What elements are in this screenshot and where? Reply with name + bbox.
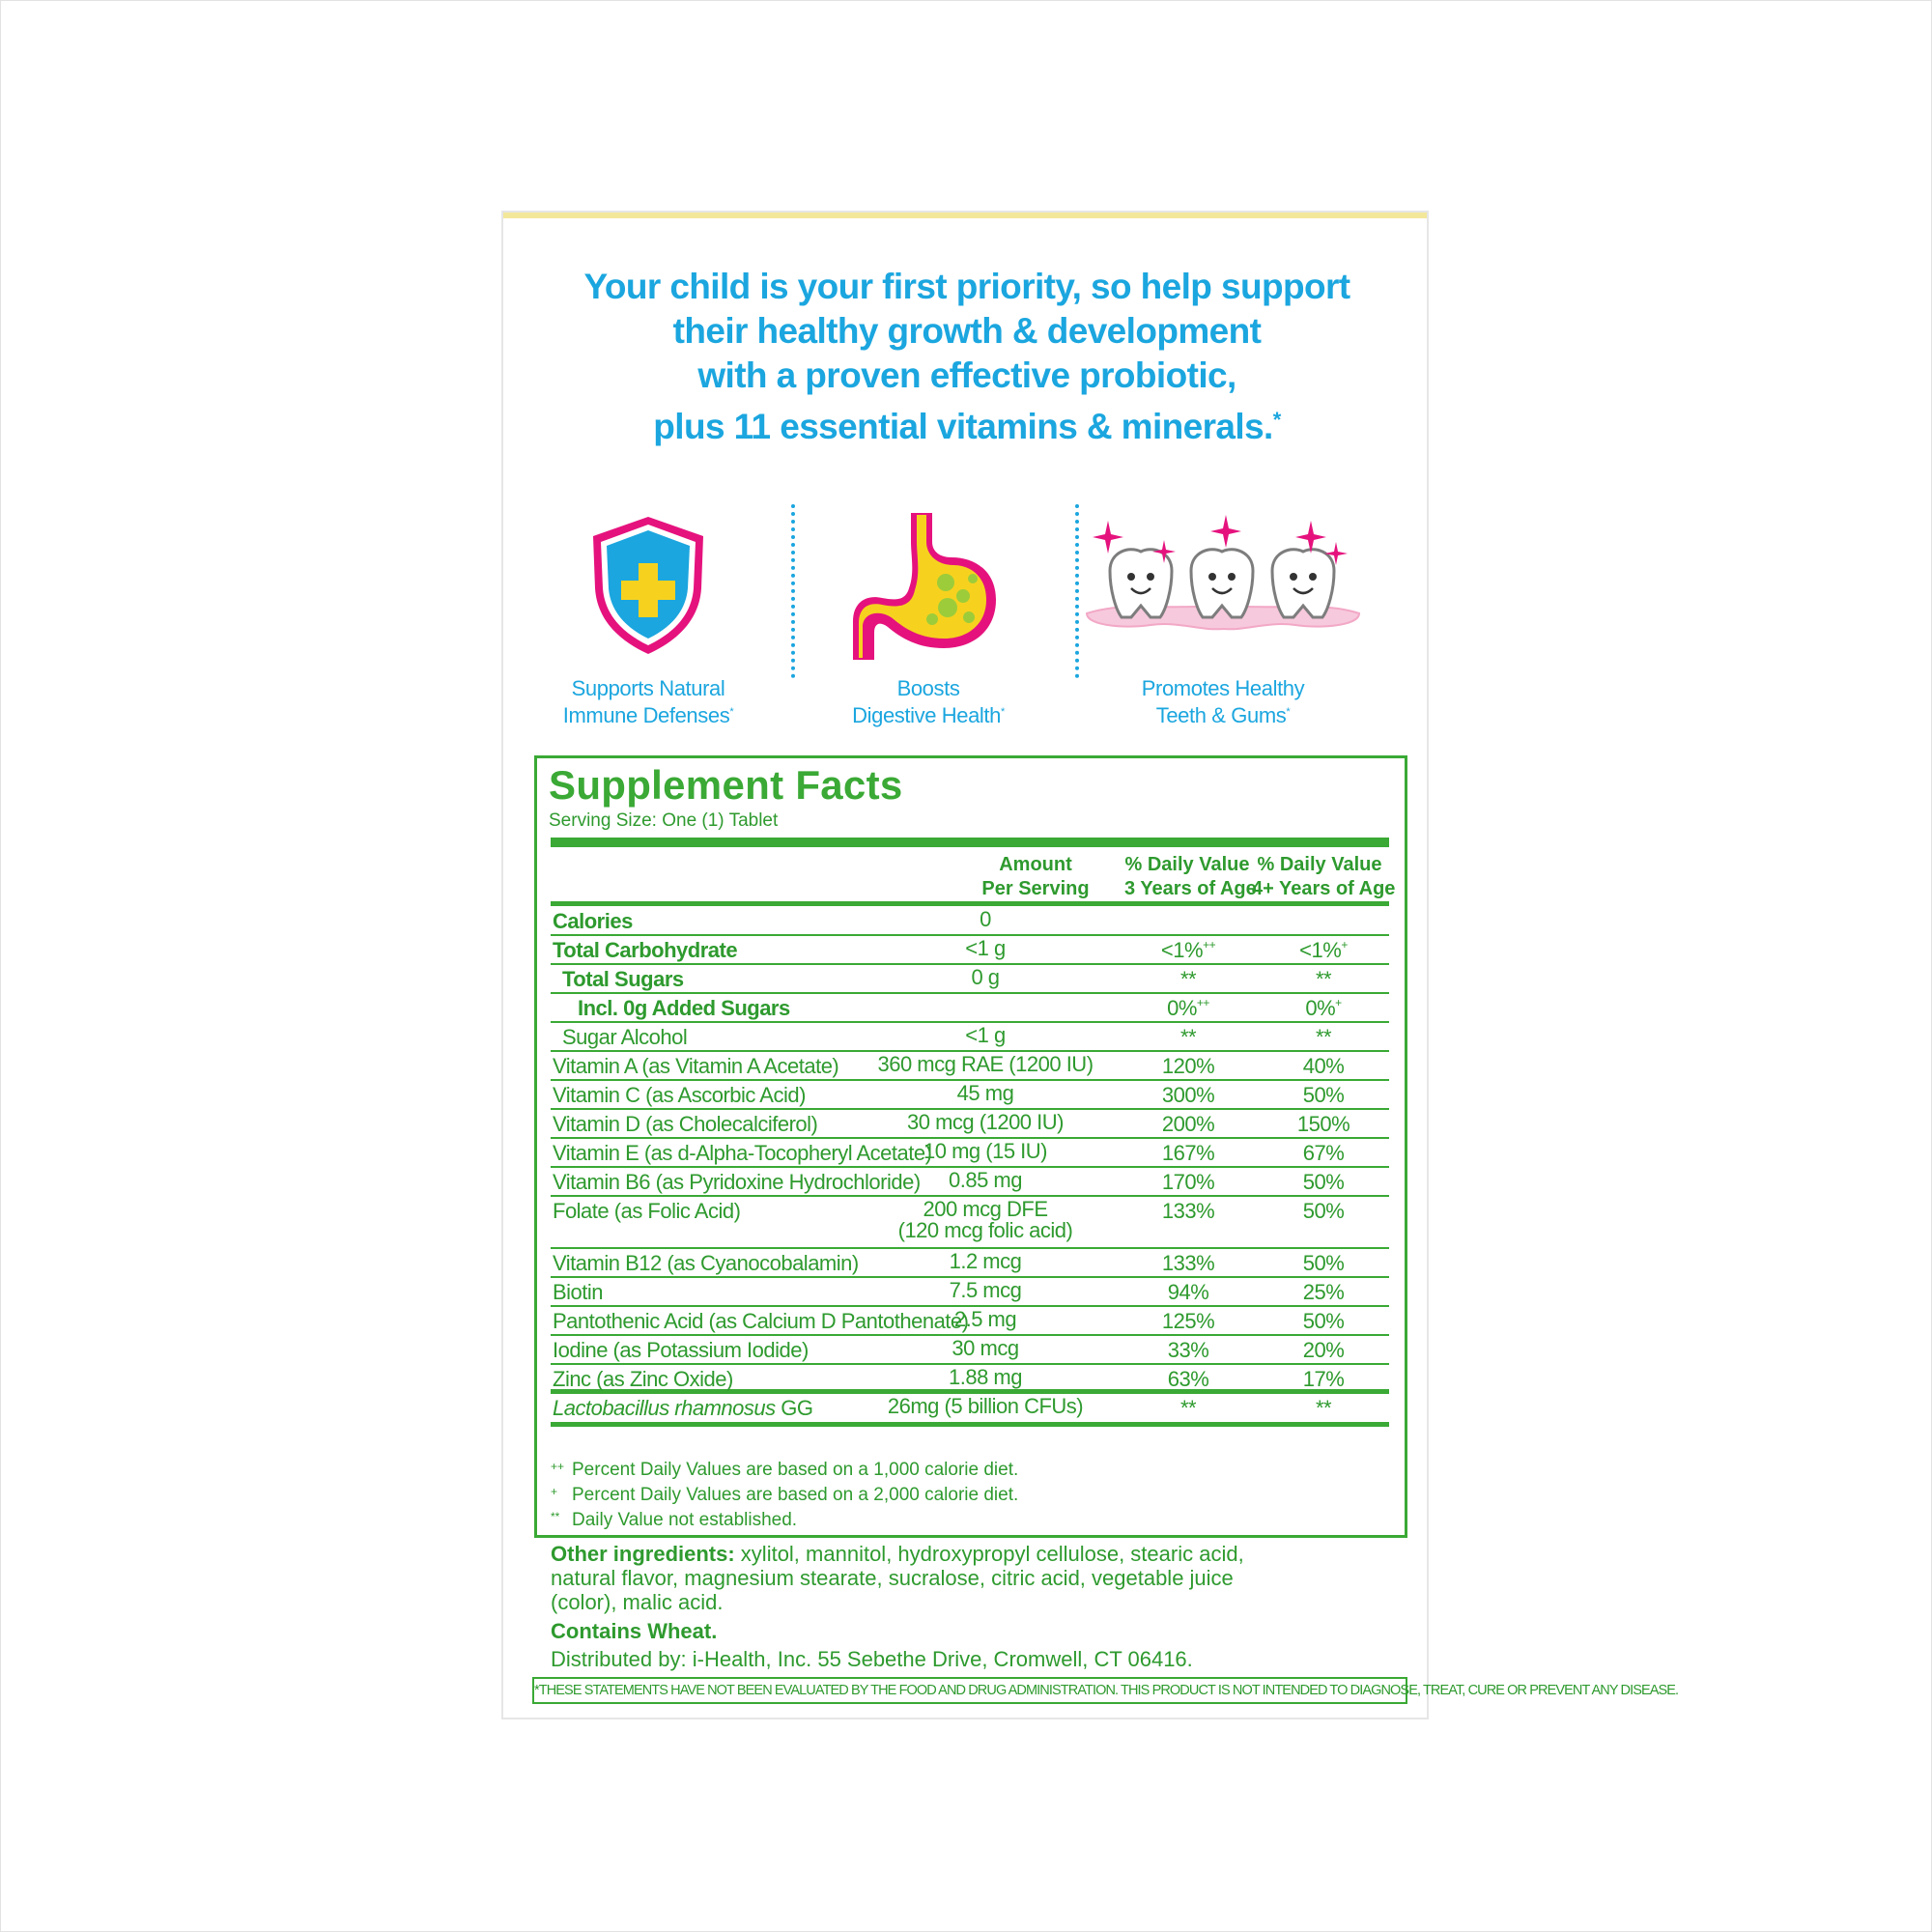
nutrient-amount: 0 <box>980 907 991 931</box>
nutrient-name: Vitamin A (as Vitamin A Acetate) <box>553 1054 839 1078</box>
benefit-digestive-line-2: Digestive Health <box>852 703 1001 727</box>
benefit-digestive-label <box>832 676 1025 727</box>
daily-value-4yrs: ** <box>1315 1396 1332 1420</box>
other-ingredients-line-3: (color), malic acid. <box>551 1590 724 1614</box>
footnote-mark: ++ <box>551 1460 565 1473</box>
nutrient-amount: 0.85 mg <box>949 1168 1022 1192</box>
benefit-immune-line-2: Immune Defenses <box>562 703 730 727</box>
table-row <box>551 1278 1389 1307</box>
daily-value-3yrs: 200% <box>1161 1112 1215 1136</box>
daily-value-3yrs: ** <box>1179 967 1197 991</box>
headline-line-4 <box>503 398 1431 449</box>
nutrient-amount: 1.88 mg <box>949 1365 1022 1389</box>
package-panel <box>501 211 1429 1719</box>
daily-value-3yrs: ** <box>1179 1396 1197 1420</box>
daily-value-4yrs: 150% <box>1296 1112 1350 1136</box>
nutrient-name: Vitamin D (as Cholecalciferol) <box>553 1112 818 1136</box>
nutrient-name: Vitamin E (as d-Alpha-Tocopheryl Acetate) <box>553 1141 932 1165</box>
nutrient-amount: 10 mg (15 IU) <box>923 1139 1047 1163</box>
benefit-digestive-line-1: Boosts <box>896 676 960 700</box>
headline-line-2: their healthy growth & development <box>672 311 1262 351</box>
benefit-teeth-line-2: Teeth & Gums <box>1155 703 1287 727</box>
daily-value-3yrs: ** <box>1179 1025 1197 1049</box>
footnote-mark: ++ <box>1203 938 1216 952</box>
table-row <box>551 994 1389 1023</box>
daily-value-3yrs: 133% <box>1161 1251 1215 1275</box>
daily-value-4yrs: ** <box>1315 1025 1332 1049</box>
footnote-mark: + <box>551 1485 558 1498</box>
nutrient-amount: 2.5 mg <box>953 1307 1017 1331</box>
table-row <box>551 1081 1389 1110</box>
table-row <box>551 907 1389 936</box>
benefit-teeth-line-2-wrap <box>1083 700 1363 727</box>
benefit-digestive-line-2-wrap <box>832 700 1025 727</box>
daily-value-3yrs-text: 0% <box>1167 996 1197 1020</box>
daily-value-4yrs: 40% <box>1302 1054 1345 1078</box>
column-header-dv-3yrs-line-2: 3 Years of Age <box>1124 878 1257 899</box>
supplement-facts-panel <box>534 755 1407 1538</box>
footnote-mark: ++ <box>1196 996 1209 1009</box>
column-header-dv-4yrs <box>1252 853 1396 901</box>
footnote-text: Daily Value not established. <box>572 1510 798 1530</box>
probiotic-strain: GG <box>775 1396 813 1420</box>
table-row <box>551 1139 1389 1168</box>
column-header-amount-line-2: Per Serving <box>981 878 1090 899</box>
daily-value-4yrs: 20% <box>1302 1338 1345 1362</box>
benefit-immune-label <box>552 676 745 727</box>
benefit-immune <box>552 497 745 727</box>
table-row <box>551 1168 1389 1197</box>
nutrient-amount: 26mg (5 billion CFUs) <box>887 1394 1084 1418</box>
other-ingredients-line-2: natural flavor, magnesium stearate, sucralose, citric acid, vegetable juice <box>551 1566 1234 1590</box>
other-ingredients-line-1 <box>551 1542 1381 1566</box>
nutrient-amount: 360 mcg RAE (1200 IU) <box>877 1052 1094 1076</box>
nutrient-amount: 7.5 mcg <box>949 1278 1022 1302</box>
asterisk-mark: * <box>1272 408 1281 432</box>
daily-value-4yrs: 50% <box>1302 1199 1345 1223</box>
daily-value-4yrs: 17% <box>1302 1367 1345 1391</box>
daily-value-3yrs: 125% <box>1161 1309 1215 1333</box>
daily-value-3yrs <box>1130 996 1246 1021</box>
table-row <box>551 1249 1389 1278</box>
nutrient-amount: 45 mg <box>956 1081 1014 1105</box>
nutrient-name: Calories <box>553 909 633 933</box>
daily-value-4yrs: 50% <box>1302 1251 1345 1275</box>
daily-value-3yrs: 94% <box>1167 1280 1209 1304</box>
daily-value-3yrs-text: <1% <box>1160 938 1204 962</box>
column-header-dv-3yrs-line-1: % Daily Value <box>1124 854 1250 875</box>
daily-value-3yrs <box>1130 938 1246 963</box>
nutrient-amount: <1 g <box>965 1023 1006 1047</box>
nutrient-name <box>553 1396 812 1421</box>
table-row <box>551 1394 1389 1427</box>
probiotic-species: Lactobacillus rhamnosus <box>553 1396 776 1420</box>
column-header-dv-3yrs <box>1124 853 1257 901</box>
footnote <box>551 1481 1018 1506</box>
headline-line-1: Your child is your first priority, so help support <box>583 267 1350 306</box>
footnote <box>551 1456 1018 1481</box>
column-header-amount-line-1: Amount <box>999 854 1072 875</box>
daily-value-4yrs: 67% <box>1302 1141 1345 1165</box>
benefit-digestive <box>832 497 1025 727</box>
column-header-dv-4yrs-line-1: % Daily Value <box>1257 854 1382 875</box>
benefit-immune-line-1: Supports Natural <box>571 676 725 700</box>
nutrient-amount <box>821 1199 1150 1241</box>
daily-value-4yrs: 50% <box>1302 1309 1345 1333</box>
top-stripe <box>503 213 1427 218</box>
allergen-statement: Contains Wheat. <box>551 1619 718 1643</box>
shield-plus-icon <box>585 497 711 676</box>
serving-size: Serving Size: One (1) Tablet <box>549 810 779 831</box>
dotted-divider <box>791 504 795 678</box>
benefit-immune-line-2-wrap <box>552 700 745 727</box>
column-header-dv-4yrs-line-2: 4+ Years of Age <box>1252 878 1396 899</box>
benefit-teeth-line-1: Promotes Healthy <box>1141 676 1305 700</box>
nutrient-amount: 30 mcg <box>952 1336 1019 1360</box>
nutrient-name: Total Sugars <box>562 967 684 991</box>
nutrient-name: Vitamin B12 (as Cyanocobalamin) <box>553 1251 859 1275</box>
nutrient-name: Biotin <box>553 1280 604 1304</box>
table-row <box>551 1197 1389 1249</box>
daily-value-4yrs: 50% <box>1302 1170 1345 1194</box>
daily-value-4yrs <box>1265 996 1381 1021</box>
fda-disclaimer: *THESE STATEMENTS HAVE NOT BEEN EVALUATED BY THE FOOD AND DRUG ADMINISTRATION. THIS PRODUCT IS NOT INTENDED TO DIAGNOSE, TREAT, CURE OR PREVENT ANY DISEASE. <box>532 1677 1407 1704</box>
table-row <box>551 965 1389 994</box>
nutrient-amount: 0 g <box>971 965 1000 989</box>
daily-value-4yrs: ** <box>1315 967 1332 991</box>
footnote-mark: ** <box>551 1510 560 1523</box>
facts-title: Supplement Facts <box>549 762 903 808</box>
nutrient-name: Vitamin B6 (as Pyridoxine Hydrochloride) <box>553 1170 921 1194</box>
nutrient-name: Incl. 0g Added Sugars <box>578 996 790 1020</box>
daily-value-3yrs: 63% <box>1167 1367 1209 1391</box>
nutrient-name: Pantothenic Acid (as Calcium D Pantothenate) <box>553 1309 969 1333</box>
facts-rows <box>551 907 1389 1427</box>
footnotes <box>551 1456 1018 1531</box>
benefit-teeth-label <box>1083 676 1363 727</box>
daily-value-4yrs-text: 0% <box>1305 996 1336 1020</box>
other-ingredients <box>551 1542 1381 1614</box>
nutrient-amount-line-1: 200 mcg DFE <box>923 1197 1048 1221</box>
daily-value-4yrs-text: <1% <box>1299 938 1342 962</box>
daily-value-3yrs: 133% <box>1161 1199 1215 1223</box>
headline-line-3: with a proven effective probiotic, <box>697 355 1236 395</box>
distributor-info: Distributed by: i-Health, Inc. 55 Sebethe Drive, Cromwell, CT 06416. <box>551 1647 1193 1671</box>
stomach-icon <box>851 497 1006 676</box>
daily-value-3yrs: 170% <box>1161 1170 1215 1194</box>
asterisk-mark: * <box>729 706 734 718</box>
nutrient-name: Zinc (as Zinc Oxide) <box>553 1367 733 1391</box>
footnote-mark: + <box>1335 996 1342 1009</box>
daily-value-3yrs: 167% <box>1161 1141 1215 1165</box>
daily-value-3yrs: 33% <box>1167 1338 1209 1362</box>
benefit-teeth <box>1083 497 1363 727</box>
nutrient-amount: 1.2 mcg <box>949 1249 1022 1273</box>
daily-value-4yrs <box>1265 938 1381 963</box>
table-row <box>551 1336 1389 1365</box>
nutrient-amount: <1 g <box>965 936 1006 960</box>
facts-divider-medium <box>551 901 1389 906</box>
nutrient-amount-line-2: (120 mcg folic acid) <box>897 1218 1073 1242</box>
nutrient-name: Iodine (as Potassium Iodide) <box>553 1338 809 1362</box>
footnote-text: Percent Daily Values are based on a 2,000 calorie diet. <box>572 1485 1019 1505</box>
nutrient-name: Total Carbohydrate <box>553 938 738 962</box>
nutrient-name: Folate (as Folic Acid) <box>553 1199 741 1223</box>
table-row <box>551 1307 1389 1336</box>
other-ingredients-label: Other ingredients: <box>551 1542 735 1566</box>
asterisk-mark: * <box>1286 706 1291 718</box>
footnote <box>551 1506 1018 1531</box>
facts-divider-thick <box>551 838 1389 847</box>
table-row <box>551 1052 1389 1081</box>
nutrient-amount: 30 mcg (1200 IU) <box>907 1110 1064 1134</box>
table-row <box>551 1365 1389 1394</box>
asterisk-mark: * <box>1000 706 1005 718</box>
table-row <box>551 1110 1389 1139</box>
smiling-teeth-icon <box>1083 497 1363 676</box>
daily-value-3yrs: 300% <box>1161 1083 1215 1107</box>
table-row <box>551 1023 1389 1052</box>
nutrient-name: Sugar Alcohol <box>562 1025 688 1049</box>
daily-value-3yrs: 120% <box>1161 1054 1215 1078</box>
headline-line-4-text: plus 11 essential vitamins & minerals. <box>653 407 1273 446</box>
table-row <box>551 936 1389 965</box>
other-ingredients-text: xylitol, mannitol, hydroxypropyl cellulose, stearic acid, <box>734 1542 1244 1566</box>
headline <box>503 265 1431 449</box>
nutrient-name: Vitamin C (as Ascorbic Acid) <box>553 1083 806 1107</box>
column-header-amount <box>978 853 1094 901</box>
daily-value-4yrs: 50% <box>1302 1083 1345 1107</box>
footnote-text: Percent Daily Values are based on a 1,000 calorie diet. <box>572 1460 1019 1480</box>
footnote-mark: + <box>1341 938 1348 952</box>
daily-value-4yrs: 25% <box>1302 1280 1345 1304</box>
dotted-divider <box>1075 504 1079 678</box>
